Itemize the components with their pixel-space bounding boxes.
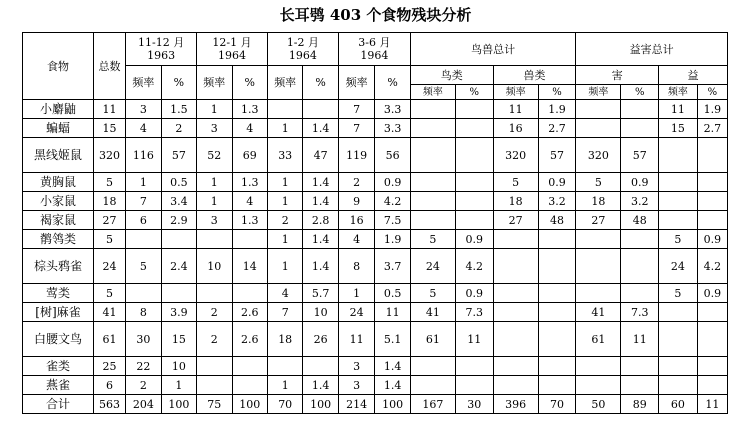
value-cell: 26 xyxy=(303,322,338,357)
food-name-cell: 合计 xyxy=(23,395,94,414)
value-cell xyxy=(197,284,232,303)
value-cell xyxy=(538,303,576,322)
value-cell: 7.3 xyxy=(621,303,659,322)
value-cell: 22 xyxy=(126,357,161,376)
value-cell xyxy=(538,249,576,284)
value-cell: 5.1 xyxy=(375,322,410,357)
value-cell: 3 xyxy=(197,119,232,138)
value-cell xyxy=(576,119,621,138)
value-cell: 3.2 xyxy=(538,192,576,211)
value-cell xyxy=(659,211,698,230)
value-cell: 4.2 xyxy=(375,192,410,211)
value-cell: 1 xyxy=(267,376,302,395)
header-period-1: 11-12 月 1963 xyxy=(126,33,197,66)
total-cell: 24 xyxy=(93,249,125,284)
value-cell xyxy=(303,100,338,119)
value-cell: 11 xyxy=(493,100,538,119)
header-pct: % xyxy=(538,85,576,100)
value-cell: 8 xyxy=(338,249,375,284)
value-cell xyxy=(659,192,698,211)
value-cell: 1 xyxy=(161,376,196,395)
value-cell xyxy=(659,173,698,192)
value-cell xyxy=(232,230,267,249)
value-cell: 3 xyxy=(338,357,375,376)
value-cell: 1 xyxy=(267,119,302,138)
value-cell: 5 xyxy=(659,230,698,249)
value-cell: 2.6 xyxy=(232,322,267,357)
value-cell xyxy=(697,138,727,173)
value-cell: 116 xyxy=(126,138,161,173)
total-cell: 6 xyxy=(93,376,125,395)
value-cell: 11 xyxy=(338,322,375,357)
value-cell: 2 xyxy=(197,303,232,322)
value-cell xyxy=(493,303,538,322)
value-cell: 5.7 xyxy=(303,284,338,303)
value-cell: 48 xyxy=(538,211,576,230)
value-cell xyxy=(455,138,493,173)
header-period-2: 12-1 月 1964 xyxy=(197,33,268,66)
total-cell: 11 xyxy=(93,100,125,119)
value-cell: 320 xyxy=(576,138,621,173)
value-cell: 18 xyxy=(267,322,302,357)
value-cell: 18 xyxy=(493,192,538,211)
value-cell xyxy=(161,230,196,249)
header-total: 总数 xyxy=(93,33,125,100)
value-cell: 61 xyxy=(410,322,455,357)
value-cell: 3.2 xyxy=(621,192,659,211)
value-cell xyxy=(455,173,493,192)
table-row xyxy=(23,192,728,211)
header-pct: % xyxy=(697,85,727,100)
value-cell: 100 xyxy=(161,395,196,414)
value-cell xyxy=(197,357,232,376)
value-cell: 3 xyxy=(338,376,375,395)
value-cell: 1 xyxy=(267,173,302,192)
header-period-3: 1-2 月 1964 xyxy=(267,33,338,66)
value-cell: 2.4 xyxy=(161,249,196,284)
header-freq: 频率 xyxy=(197,66,232,100)
value-cell xyxy=(232,376,267,395)
header-pct: % xyxy=(375,66,410,100)
total-cell: 41 xyxy=(93,303,125,322)
value-cell xyxy=(197,376,232,395)
value-cell: 24 xyxy=(410,249,455,284)
header-pct: % xyxy=(232,66,267,100)
value-cell: 57 xyxy=(538,138,576,173)
value-cell xyxy=(621,100,659,119)
value-cell: 320 xyxy=(493,138,538,173)
value-cell: 4.2 xyxy=(697,249,727,284)
value-cell: 69 xyxy=(232,138,267,173)
value-cell: 3.9 xyxy=(161,303,196,322)
value-cell xyxy=(410,173,455,192)
food-analysis-table xyxy=(22,32,728,414)
value-cell xyxy=(697,173,727,192)
value-cell: 1 xyxy=(267,192,302,211)
value-cell: 3.3 xyxy=(375,100,410,119)
header-freq: 频率 xyxy=(126,66,161,100)
value-cell: 100 xyxy=(303,395,338,414)
value-cell: 1.4 xyxy=(303,192,338,211)
value-cell xyxy=(576,284,621,303)
value-cell xyxy=(410,357,455,376)
value-cell: 1.4 xyxy=(303,173,338,192)
value-cell xyxy=(659,138,698,173)
food-name-cell: 小麝鼬 xyxy=(23,100,94,119)
value-cell: 8 xyxy=(126,303,161,322)
value-cell xyxy=(697,211,727,230)
value-cell: 2 xyxy=(126,376,161,395)
value-cell xyxy=(493,230,538,249)
value-cell xyxy=(232,284,267,303)
value-cell: 2.9 xyxy=(161,211,196,230)
value-cell: 41 xyxy=(410,303,455,322)
header-freq: 频率 xyxy=(659,85,698,100)
value-cell: 1.3 xyxy=(232,211,267,230)
value-cell: 75 xyxy=(197,395,232,414)
value-cell: 0.9 xyxy=(375,173,410,192)
header-freq: 频率 xyxy=(410,85,455,100)
table-row xyxy=(23,249,728,284)
header-benefit: 益 xyxy=(659,66,728,85)
value-cell xyxy=(621,357,659,376)
value-cell xyxy=(538,322,576,357)
value-cell: 16 xyxy=(338,211,375,230)
value-cell xyxy=(659,303,698,322)
value-cell: 0.5 xyxy=(161,173,196,192)
value-cell: 5 xyxy=(659,284,698,303)
value-cell xyxy=(538,376,576,395)
total-cell: 18 xyxy=(93,192,125,211)
food-name-cell: 白腰文鸟 xyxy=(23,322,94,357)
value-cell: 5 xyxy=(410,284,455,303)
value-cell: 24 xyxy=(659,249,698,284)
value-cell: 2 xyxy=(338,173,375,192)
value-cell xyxy=(267,100,302,119)
table-row xyxy=(23,395,728,414)
value-cell: 89 xyxy=(621,395,659,414)
food-name-cell: 燕雀 xyxy=(23,376,94,395)
value-cell: 3.4 xyxy=(161,192,196,211)
value-cell xyxy=(410,211,455,230)
food-name-cell: [树]麻雀 xyxy=(23,303,94,322)
value-cell: 60 xyxy=(659,395,698,414)
header-birdbeast-total: 鸟兽总计 xyxy=(410,33,575,66)
value-cell: 0.9 xyxy=(455,230,493,249)
value-cell: 14 xyxy=(232,249,267,284)
value-cell: 0.9 xyxy=(455,284,493,303)
value-cell: 33 xyxy=(267,138,302,173)
header-freq: 频率 xyxy=(267,66,302,100)
value-cell: 4 xyxy=(126,119,161,138)
value-cell: 15 xyxy=(161,322,196,357)
table-row xyxy=(23,284,728,303)
header-freq: 频率 xyxy=(338,66,375,100)
value-cell: 100 xyxy=(232,395,267,414)
food-name-cell: 雀类 xyxy=(23,357,94,376)
value-cell xyxy=(538,357,576,376)
value-cell: 7 xyxy=(126,192,161,211)
value-cell: 30 xyxy=(455,395,493,414)
value-cell xyxy=(697,303,727,322)
header-period-4: 3-6 月 1964 xyxy=(338,33,410,66)
value-cell: 4 xyxy=(338,230,375,249)
table-row xyxy=(23,376,728,395)
total-cell: 27 xyxy=(93,211,125,230)
value-cell xyxy=(455,100,493,119)
value-cell: 56 xyxy=(375,138,410,173)
value-cell: 70 xyxy=(267,395,302,414)
value-cell: 2 xyxy=(197,322,232,357)
value-cell: 1.9 xyxy=(697,100,727,119)
value-cell: 15 xyxy=(659,119,698,138)
value-cell xyxy=(410,119,455,138)
table-row xyxy=(23,230,728,249)
header-pct: % xyxy=(455,85,493,100)
value-cell: 2 xyxy=(161,119,196,138)
value-cell xyxy=(576,357,621,376)
value-cell: 1.4 xyxy=(375,376,410,395)
value-cell: 41 xyxy=(576,303,621,322)
value-cell xyxy=(455,119,493,138)
header-pct: % xyxy=(303,66,338,100)
total-cell: 15 xyxy=(93,119,125,138)
food-name-cell: 黑线姬鼠 xyxy=(23,138,94,173)
value-cell xyxy=(410,100,455,119)
value-cell: 396 xyxy=(493,395,538,414)
value-cell: 5 xyxy=(493,173,538,192)
value-cell xyxy=(455,357,493,376)
value-cell: 1.5 xyxy=(161,100,196,119)
value-cell: 1.9 xyxy=(375,230,410,249)
value-cell: 4 xyxy=(232,119,267,138)
food-name-cell: 黄胸鼠 xyxy=(23,173,94,192)
value-cell: 1 xyxy=(267,230,302,249)
food-name-cell: 褐家鼠 xyxy=(23,211,94,230)
page-title: 长耳鸮 403 个食物残块分析 xyxy=(279,6,472,24)
value-cell: 1 xyxy=(197,173,232,192)
food-name-cell: 莺类 xyxy=(23,284,94,303)
value-cell: 3.3 xyxy=(375,119,410,138)
value-cell: 4.2 xyxy=(455,249,493,284)
value-cell: 10 xyxy=(161,357,196,376)
food-name-cell: 小家鼠 xyxy=(23,192,94,211)
table-row xyxy=(23,211,728,230)
food-name-cell: 鹡鸰类 xyxy=(23,230,94,249)
header-food: 食物 xyxy=(23,33,94,100)
value-cell: 1.9 xyxy=(538,100,576,119)
value-cell: 2 xyxy=(267,211,302,230)
value-cell: 61 xyxy=(576,322,621,357)
value-cell xyxy=(410,376,455,395)
value-cell: 7.5 xyxy=(375,211,410,230)
table-row xyxy=(23,100,728,119)
table-row xyxy=(23,322,728,357)
value-cell xyxy=(697,322,727,357)
value-cell xyxy=(303,357,338,376)
header-pct: % xyxy=(621,85,659,100)
value-cell: 0.9 xyxy=(538,173,576,192)
total-cell: 320 xyxy=(93,138,125,173)
value-cell: 10 xyxy=(197,249,232,284)
value-cell: 70 xyxy=(538,395,576,414)
value-cell: 5 xyxy=(126,249,161,284)
total-cell: 61 xyxy=(93,322,125,357)
value-cell: 30 xyxy=(126,322,161,357)
header-benefit-total: 益害总计 xyxy=(576,33,728,66)
value-cell xyxy=(576,249,621,284)
value-cell xyxy=(621,249,659,284)
value-cell xyxy=(538,230,576,249)
header-beast: 兽类 xyxy=(493,66,576,85)
value-cell: 48 xyxy=(621,211,659,230)
header-freq: 频率 xyxy=(493,85,538,100)
value-cell: 204 xyxy=(126,395,161,414)
value-cell xyxy=(697,357,727,376)
value-cell: 7.3 xyxy=(455,303,493,322)
value-cell: 11 xyxy=(697,395,727,414)
total-cell: 5 xyxy=(93,230,125,249)
value-cell: 7 xyxy=(338,100,375,119)
value-cell xyxy=(493,322,538,357)
value-cell: 10 xyxy=(303,303,338,322)
value-cell xyxy=(455,192,493,211)
value-cell: 167 xyxy=(410,395,455,414)
value-cell: 3 xyxy=(197,211,232,230)
value-cell xyxy=(538,284,576,303)
value-cell: 1 xyxy=(126,173,161,192)
value-cell xyxy=(267,357,302,376)
value-cell: 119 xyxy=(338,138,375,173)
value-cell: 16 xyxy=(493,119,538,138)
value-cell: 2.7 xyxy=(538,119,576,138)
value-cell: 7 xyxy=(267,303,302,322)
value-cell: 3 xyxy=(126,100,161,119)
header-bird: 鸟类 xyxy=(410,66,493,85)
total-cell: 5 xyxy=(93,173,125,192)
value-cell: 1 xyxy=(338,284,375,303)
value-cell: 27 xyxy=(576,211,621,230)
value-cell: 5 xyxy=(576,173,621,192)
value-cell: 57 xyxy=(161,138,196,173)
table-row xyxy=(23,173,728,192)
value-cell xyxy=(161,284,196,303)
value-cell xyxy=(576,376,621,395)
total-cell: 563 xyxy=(93,395,125,414)
value-cell: 0.9 xyxy=(697,284,727,303)
value-cell xyxy=(455,376,493,395)
value-cell xyxy=(659,376,698,395)
value-cell xyxy=(455,211,493,230)
value-cell: 0.5 xyxy=(375,284,410,303)
value-cell xyxy=(493,284,538,303)
value-cell xyxy=(621,119,659,138)
value-cell: 3.7 xyxy=(375,249,410,284)
value-cell xyxy=(410,138,455,173)
value-cell xyxy=(232,357,267,376)
value-cell: 1.3 xyxy=(232,173,267,192)
total-cell: 5 xyxy=(93,284,125,303)
value-cell: 1.4 xyxy=(303,376,338,395)
value-cell: 11 xyxy=(455,322,493,357)
value-cell xyxy=(697,376,727,395)
value-cell: 1.4 xyxy=(303,249,338,284)
value-cell xyxy=(197,230,232,249)
food-name-cell: 蝙蝠 xyxy=(23,119,94,138)
food-name-cell: 棕头鸦雀 xyxy=(23,249,94,284)
value-cell: 11 xyxy=(375,303,410,322)
table-row xyxy=(23,303,728,322)
value-cell: 1.3 xyxy=(232,100,267,119)
value-cell xyxy=(410,192,455,211)
value-cell: 0.9 xyxy=(621,173,659,192)
table-row xyxy=(23,357,728,376)
value-cell xyxy=(493,376,538,395)
value-cell xyxy=(659,322,698,357)
header-freq: 频率 xyxy=(576,85,621,100)
value-cell: 1.4 xyxy=(375,357,410,376)
value-cell: 24 xyxy=(338,303,375,322)
value-cell xyxy=(621,230,659,249)
value-cell: 47 xyxy=(303,138,338,173)
value-cell: 1.4 xyxy=(303,119,338,138)
value-cell xyxy=(659,357,698,376)
value-cell: 5 xyxy=(410,230,455,249)
value-cell: 7 xyxy=(338,119,375,138)
value-cell: 2.8 xyxy=(303,211,338,230)
value-cell xyxy=(576,230,621,249)
value-cell: 11 xyxy=(659,100,698,119)
value-cell: 18 xyxy=(576,192,621,211)
value-cell xyxy=(126,284,161,303)
value-cell: 214 xyxy=(338,395,375,414)
value-cell: 52 xyxy=(197,138,232,173)
table-row xyxy=(23,138,728,173)
value-cell: 1 xyxy=(197,192,232,211)
value-cell: 1 xyxy=(267,249,302,284)
value-cell xyxy=(493,357,538,376)
value-cell xyxy=(126,230,161,249)
value-cell xyxy=(621,284,659,303)
value-cell: 1.4 xyxy=(303,230,338,249)
value-cell: 57 xyxy=(621,138,659,173)
value-cell: 27 xyxy=(493,211,538,230)
value-cell: 2.7 xyxy=(697,119,727,138)
value-cell xyxy=(697,192,727,211)
value-cell xyxy=(621,376,659,395)
value-cell: 1 xyxy=(197,100,232,119)
value-cell: 2.6 xyxy=(232,303,267,322)
value-cell: 50 xyxy=(576,395,621,414)
value-cell: 4 xyxy=(267,284,302,303)
header-harm: 害 xyxy=(576,66,659,85)
value-cell: 11 xyxy=(621,322,659,357)
value-cell: 6 xyxy=(126,211,161,230)
total-cell: 25 xyxy=(93,357,125,376)
table-row xyxy=(23,119,728,138)
value-cell xyxy=(493,249,538,284)
value-cell: 9 xyxy=(338,192,375,211)
value-cell: 100 xyxy=(375,395,410,414)
value-cell: 0.9 xyxy=(697,230,727,249)
value-cell xyxy=(576,100,621,119)
header-pct: % xyxy=(161,66,196,100)
value-cell: 4 xyxy=(232,192,267,211)
